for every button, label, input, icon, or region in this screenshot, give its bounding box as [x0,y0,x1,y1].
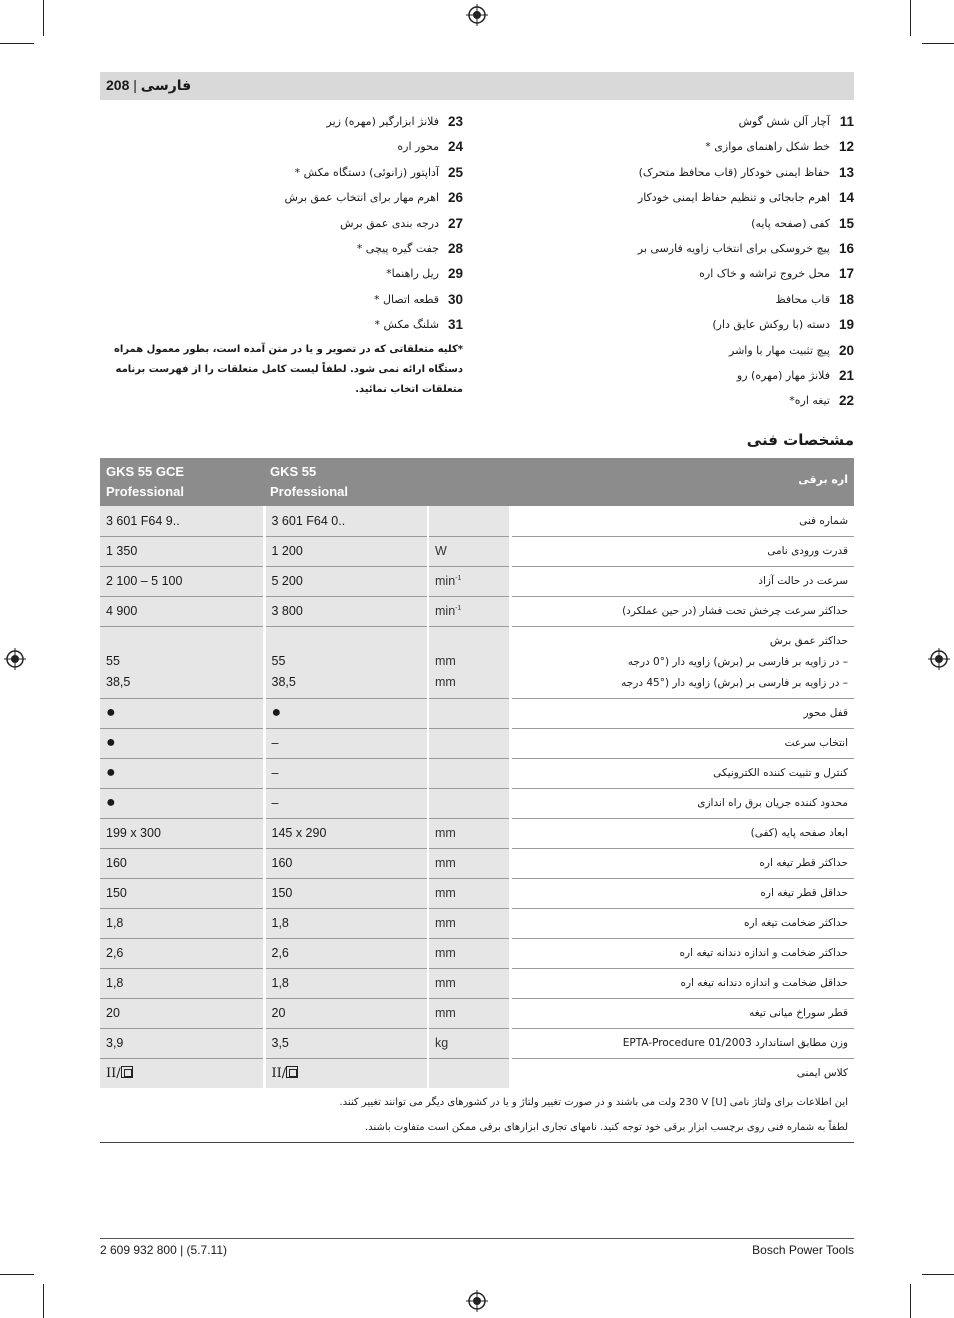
protection-class-text: II/ [106,1065,121,1081]
part-number: 30 [447,291,463,307]
crop-mark [922,43,954,44]
unit-text: min [435,604,456,618]
list-item [491,164,854,189]
list-item [491,189,854,214]
double-insulation-icon [286,1066,298,1078]
list-item [100,113,463,138]
part-number: 14 [838,190,854,206]
registration-mark-icon [928,648,950,670]
part-label: اهرم جابجائی و تنظیم حفاظ ایمنی خودکار [637,191,830,205]
table-header-row [100,458,854,506]
spec-label: شماره فنی [510,506,854,536]
part-number: 16 [838,240,854,256]
unit-cell [428,968,510,998]
depth-45: 38,5 [106,674,131,689]
part-label: پیچ تثبیت مهار با واشر [729,343,830,357]
unit-superscript: -1 [455,604,462,612]
unit-text: W [435,544,447,558]
unit-text: mm [435,653,456,668]
part-label: اهرم مهار برای انتخاب عمق برش [284,191,439,205]
value-gks55: 3 800 [264,596,428,626]
unit-text: mm [435,886,456,900]
unit-cell [428,908,510,938]
table-footnote [100,1088,854,1142]
table-row [100,878,854,908]
table-row [100,968,854,998]
parts-list-right [491,113,854,418]
part-label: آچار آلن شش گوش [738,115,830,128]
value-gks55gce: 2,6 [100,938,264,968]
table-row [100,1058,854,1088]
unit-cell [428,818,510,848]
value-gks55gce: 199 x 300 [100,818,264,848]
spec-label: حداکثر ضخامت تیغه اره [510,908,854,938]
list-item [100,316,463,341]
list-item [100,189,463,214]
value-gks55: 3 601 F64 0.. [264,506,428,536]
value-gks55: 1 200 [264,536,428,566]
registration-mark-icon [4,648,26,670]
list-item [100,240,463,265]
unit-cell [428,938,510,968]
spec-label: حداقل قطر تیغه اره [510,878,854,908]
unit-text: mm [435,856,456,870]
crop-mark [43,1284,44,1318]
part-label: پیچ خروسکی برای انتخاب زاویه فارسی بر [637,241,830,255]
part-number: 28 [447,240,463,256]
table-row [100,848,854,878]
part-label: کفی (صفحه پایه) [751,216,830,230]
spec-label: وزن مطابق استاندارد EPTA-Procedure 01/2003 [510,1028,854,1058]
part-label: دسته (با روکش عایق دار) [712,318,830,332]
crop-mark [0,1274,34,1275]
unit-cell [428,566,510,596]
part-label: فلانژ مهار (مهره) رو [736,368,830,382]
value-gks55: ● [264,698,428,728]
table-row [100,998,854,1028]
part-label: درجه بندی عمق برش [340,216,439,230]
part-label: قطعه اتصال * [374,292,439,306]
unit-cell [428,596,510,626]
list-item [100,138,463,163]
registration-mark-icon [466,4,488,26]
value-gks55gce: 3 601 F64 9.. [100,506,264,536]
table-row [100,626,854,698]
spec-label: ابعاد صفحه پایه (کفی) [510,818,854,848]
part-number: 21 [838,367,854,383]
unit-cell [428,1058,510,1088]
spec-label: قدرت ورودی نامی [510,536,854,566]
value-gks55gce: ● [100,728,264,758]
list-item [100,291,463,316]
list-item [491,291,854,316]
spec-label: محدود کننده جریان برق راه اندازی [510,788,854,818]
value-gks55: – [264,788,428,818]
footer-document-number: 2 609 932 800 | (5.7.11) [100,1243,227,1257]
unit-text: kg [435,1036,449,1050]
footer-divider [100,1238,854,1239]
unit-cell [428,848,510,878]
value-gks55gce: 4 900 [100,596,264,626]
spec-label: حداقل ضخامت و اندازه دندانه تیغه اره [510,968,854,998]
unit-text: mm [435,826,456,840]
registration-mark-icon [466,1290,488,1312]
value-gks55gce [100,1058,264,1088]
part-number: 29 [447,266,463,282]
part-number: 13 [838,164,854,180]
spec-label [510,626,854,698]
value-gks55gce [100,626,264,698]
value-gks55gce: 150 [100,878,264,908]
part-label: جفت گیره پیچی * [356,241,439,255]
value-gks55: 1,8 [264,908,428,938]
spec-table [100,458,854,1143]
unit-superscript: -1 [455,574,462,582]
part-number: 31 [447,317,463,333]
crop-mark [910,1284,911,1318]
list-item [491,215,854,240]
part-label: محور اره [397,140,439,154]
section-title: مشخصات فنی [746,431,854,449]
unit-cell [428,998,510,1028]
list-item [491,392,854,417]
value-gks55: 145 x 290 [264,818,428,848]
unit-cell [428,698,510,728]
part-number: 24 [447,139,463,155]
unit-cell [428,728,510,758]
unit-text: mm [435,674,456,689]
value-gks55gce: 2 100 – 5 100 [100,566,264,596]
spec-label: حداکثر سرعت چرخش تحت فشار (در حین عملکرد) [510,596,854,626]
value-gks55 [264,626,428,698]
value-gks55: 3,5 [264,1028,428,1058]
spec-label: کنترل و تثبیت کننده الکترونیکی [510,758,854,788]
unit-cell [428,506,510,536]
unit-text: mm [435,916,456,930]
list-item [100,215,463,240]
spec-label: کلاس ایمنی [510,1058,854,1088]
unit-text: min [435,574,456,588]
model-header-gce: GKS 55 GCE Professional [100,458,264,506]
part-number: 19 [838,317,854,333]
value-gks55gce: 160 [100,848,264,878]
part-number: 22 [838,393,854,409]
part-number: 17 [838,266,854,282]
value-gks55gce: ● [100,788,264,818]
spec-label: حداکثر قطر تیغه اره [510,848,854,878]
value-gks55gce: 1,8 [100,908,264,938]
list-item [491,265,854,290]
unit-text: mm [435,1006,456,1020]
value-gks55: 150 [264,878,428,908]
part-number: 27 [447,215,463,231]
part-label: شلنگ مکش * [374,318,439,332]
accessories-note: *کلیه متعلقاتی که در تصویر و یا در متن آمده است، بطور معمول همراه دستگاه ارائه نمی شود. لطفاً لیست کامل متعلقات را از فهرست برنامه متعلقات اتخاب نمائید. [113,344,463,395]
spec-label: سرعت در حالت آزاد [510,566,854,596]
value-gks55: 1,8 [264,968,428,998]
unit-header [428,458,510,506]
table-row [100,728,854,758]
value-gks55 [264,1058,428,1088]
double-insulation-icon [121,1066,133,1078]
unit-cell [428,626,510,698]
model-header-gks: GKS 55 Professional [264,458,428,506]
spec-label-title: حداکثر عمق برش [769,634,848,647]
part-number: 12 [838,139,854,155]
unit-cell [428,758,510,788]
unit-cell [428,536,510,566]
unit-text: mm [435,946,456,960]
value-gks55gce: 20 [100,998,264,1028]
page-header [100,72,854,100]
value-gks55: – [264,758,428,788]
value-gks55: 5 200 [264,566,428,596]
value-gks55: – [264,728,428,758]
table-footnote-row [100,1088,854,1142]
list-item [100,164,463,189]
value-gks55: 2,6 [264,938,428,968]
part-label: حفاظ ایمنی خودکار (قاب محافظ متحرک) [638,165,830,179]
part-label: آداپتور (زانوئی) دستگاه مکش * [294,165,439,179]
spec-label: حداکثر ضخامت و اندازه دندانه تیغه اره [510,938,854,968]
unit-cell [428,1028,510,1058]
depth-0: 55 [106,653,120,668]
unit-cell [428,788,510,818]
depth-0: 55 [271,653,286,668]
list-item [100,265,463,290]
page-number: 208 | فارسی [106,77,192,94]
value-gks55gce: ● [100,698,264,728]
table-row [100,566,854,596]
spec-label: انتخاب سرعت [510,728,854,758]
unit-text: mm [435,976,456,990]
value-gks55gce: 1 350 [100,536,264,566]
value-gks55gce: 3,9 [100,1028,264,1058]
part-label: خط شکل راهنمای موازی * [705,140,830,154]
value-gks55gce: ● [100,758,264,788]
list-item [491,138,854,163]
spec-label: قفل محور [510,698,854,728]
header-language: فارسی [140,78,192,94]
list-item [491,342,854,367]
part-number: 18 [838,291,854,307]
table-row [100,536,854,566]
list-item [491,240,854,265]
crop-mark [43,0,44,36]
depth-45: 38,5 [271,674,296,689]
unit-cell [428,878,510,908]
protection-class-text: II/ [271,1065,287,1081]
value-gks55: 20 [264,998,428,1028]
table-row [100,788,854,818]
part-number: 25 [447,164,463,180]
crop-mark [0,43,34,44]
part-label: فلانژ ابزارگیر (مهره) زیر [326,115,439,128]
table-row [100,758,854,788]
parts-list-left [100,113,463,342]
product-header: اره برقی [510,458,854,506]
list-item [491,367,854,392]
table-row [100,908,854,938]
part-label: ریل راهنما* [386,267,439,281]
spec-label-sub: – در زاویه بر فارسی بر (برش) زاویه دار (°0 درجه [627,655,848,668]
table-row [100,596,854,626]
list-item [491,316,854,341]
table-row [100,938,854,968]
part-number: 20 [838,342,854,358]
footnote-line: لطفاً به شماره فنی روی برچسب ابزار برقی خود توجه کنید. نامهای تجاری ابزارهای برقی ممکن است متفاوت باشند. [365,1121,848,1133]
part-label: تیغه اره* [789,394,830,408]
table-row [100,1028,854,1058]
table-row [100,698,854,728]
crop-mark [922,1274,954,1275]
spec-label: قطر سوراخ میانی تیغه [510,998,854,1028]
part-number: 15 [838,215,854,231]
crop-mark [910,0,911,36]
header-separator: | [133,77,137,93]
spec-label-sub: – در زاویه بر فارسی بر (برش) زاویه دار (°45 درجه [621,676,848,689]
part-number: 26 [447,190,463,206]
value-gks55: 160 [264,848,428,878]
part-number: 11 [839,114,854,129]
part-number: 23 [447,114,463,129]
list-item [491,113,854,138]
part-label: قاب محافظ [775,292,830,306]
footer-brand: Bosch Power Tools [752,1243,854,1257]
table-row [100,506,854,536]
table-row [100,818,854,848]
part-label: محل خروج تراشه و خاک اره [699,267,830,281]
footnote-line: این اطلاعات برای ولتاژ نامی [U] 230 V ولت می باشند و در صورت تغییر ولتاژ و یا در کشورهای دیگر می توانند تغییر کنند. [339,1096,848,1108]
value-gks55gce: 1,8 [100,968,264,998]
